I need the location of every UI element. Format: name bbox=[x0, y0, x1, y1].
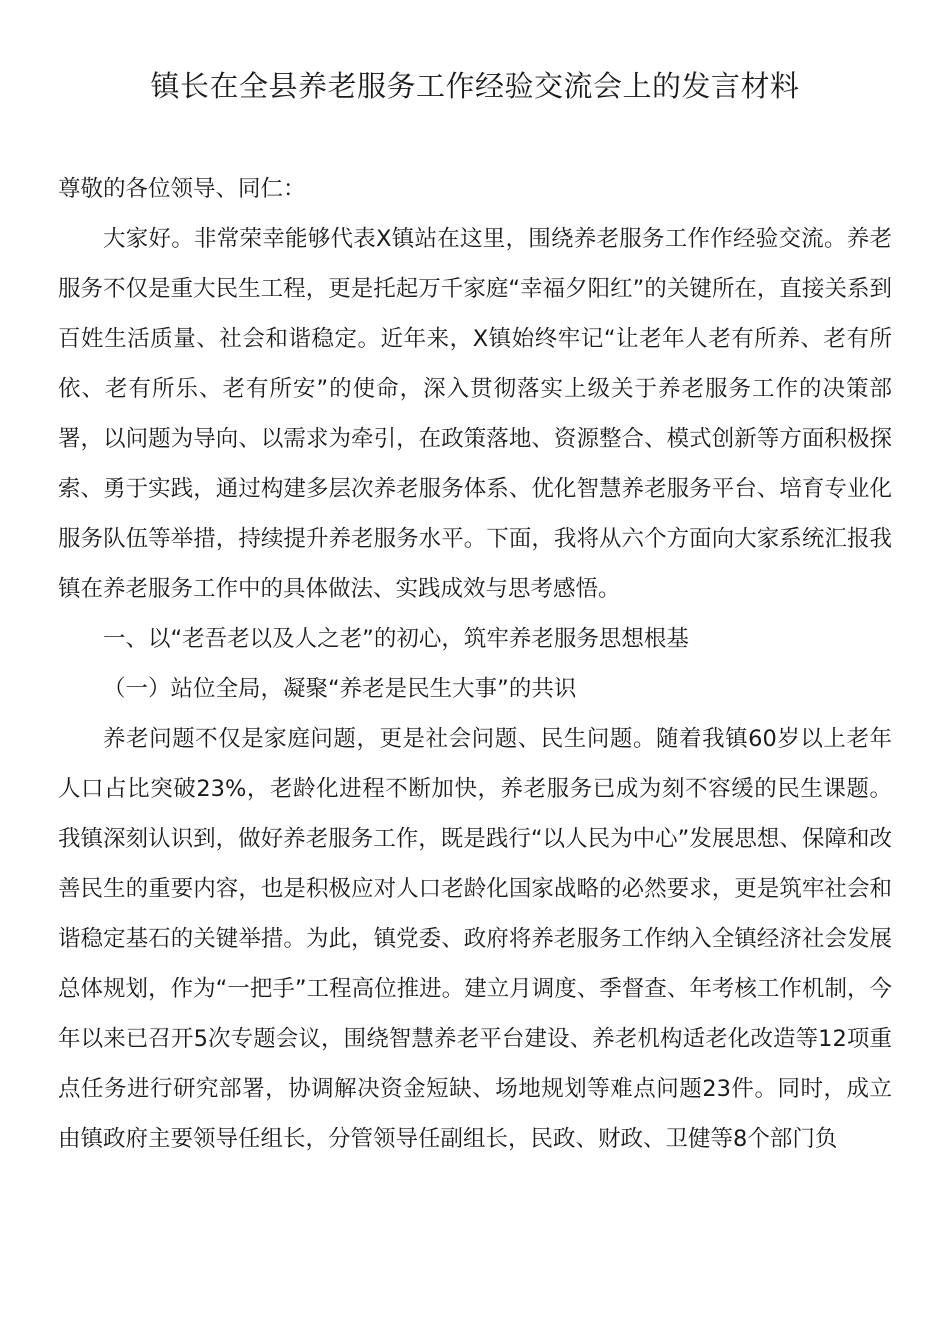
document-body bbox=[58, 164, 892, 1164]
intro-paragraph: 大家好。非常荣幸能够代表X镇站在这里，围绕养老服务工作作经验交流。养老服务不仅是重大民生工程，更是托起万千家庭“幸福夕阳红”的关键所在，直接关系到百姓生活质量、社会和谐稳定。近年来，X镇始终牢记“让老年人老有所养、老有所依、老有所乐、老有所安”的使命，深入贯彻落实上级关于养老服务工作的决策部署，以问题为导向、以需求为牵引，在政策落地、资源整合、模式创新等方面积极探索、勇于实践，通过构建多层次养老服务体系、优化智慧养老服务平台、培育专业化服务队伍等举措，持续提升养老服务水平。下面，我将从六个方面向大家系统汇报我镇在养老服务工作中的具体做法、实践成效与思考感悟。 bbox=[58, 226, 892, 602]
salutation: 尊敬的各位领导、同仁： bbox=[58, 176, 306, 202]
body-paragraph-1: 养老问题不仅是家庭问题，更是社会问题、民生问题。随着我镇60岁以上老年人口占比突破23%，老龄化进程不断加快，养老服务已成为刻不容缓的民生课题。我镇深刻认识到，做好养老服务工作，既是践行“以人民为中心”发展思想、保障和改善民生的重要内容，也是积极应对人口老龄化国家战略的必然要求，更是筑牢社会和谐稳定基石的关键举措。为此，镇党委、政府将养老服务工作纳入全镇经济社会发展总体规划，作为“一把手”工程高位推进。建立月调度、季督查、年考核工作机制，今年以来已召开5次专题会议，围绕智慧养老平台建设、养老机构适老化改造等12项重点任务进行研究部署，协调解决资金短缺、场地规划等难点问题23件。同时，成立由镇政府主要领导任组长，分管领导任副组长，民政、财政、卫健等8个部门负 bbox=[58, 726, 892, 1152]
section-heading-1: 一、以“老吾老以及人之老”的初心，筑牢养老服务思想根基 bbox=[103, 626, 689, 652]
subsection-heading-1: （一）站位全局，凝聚“养老是民生大事”的共识 bbox=[103, 676, 577, 702]
document-title: 镇长在全县养老服务工作经验交流会上的发言材料 bbox=[150, 69, 800, 103]
